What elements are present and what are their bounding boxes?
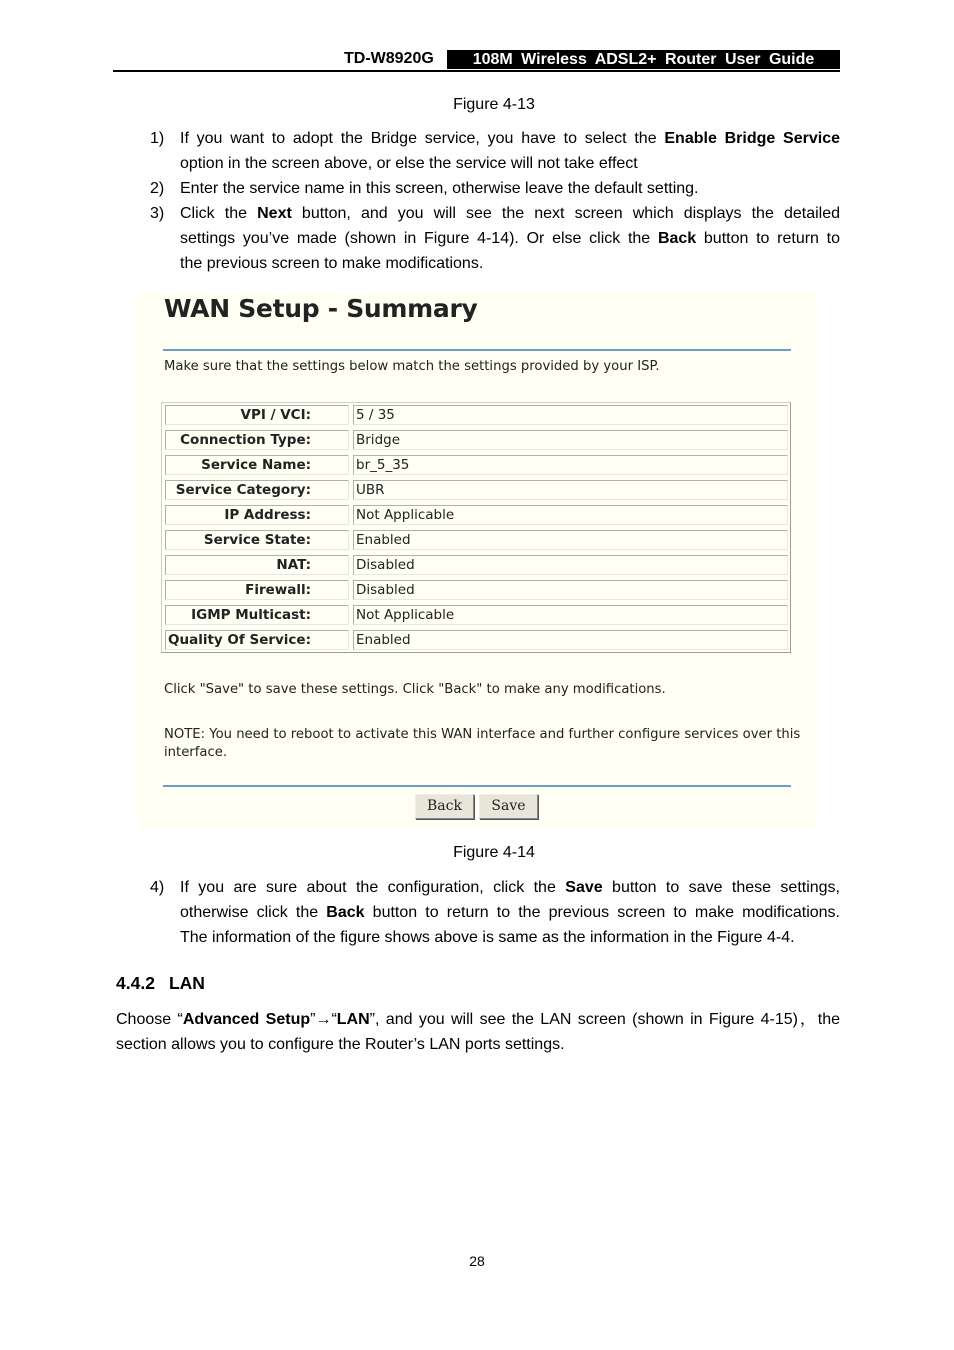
row-value: Disabled	[353, 580, 788, 600]
bottom-divider	[163, 785, 791, 787]
row-label: NAT:	[165, 555, 349, 575]
step-text: settings you’ve made (shown in Figure 4-14). Or else click the	[180, 230, 658, 247]
figure-caption-4-13: Figure 4-13	[453, 96, 535, 113]
row-label: Service State:	[165, 530, 349, 550]
row-label: Service Name:	[165, 455, 349, 475]
step-text: button to save these settings,	[602, 879, 841, 896]
section-heading	[116, 973, 205, 994]
table-row	[162, 553, 790, 578]
para-text: section allows you to configure the Router’s LAN ports settings.	[116, 1036, 565, 1053]
row-label: Quality Of Service:	[165, 630, 349, 650]
step-text: button to return to	[696, 230, 841, 247]
save-back-instructions: Click "Save" to save these settings. Click "Back" to make any modifications.	[164, 682, 666, 697]
para-text: “	[331, 1011, 337, 1028]
menu-term: Advanced Setup	[182, 1011, 311, 1028]
row-label: IGMP Multicast:	[165, 605, 349, 625]
step-3	[150, 201, 840, 276]
table-row	[162, 453, 790, 478]
table-row	[162, 403, 790, 428]
lan-paragraph	[116, 1007, 840, 1057]
para-text: Choose “	[116, 1011, 183, 1028]
step-number: 1)	[150, 130, 165, 147]
note-line: interface.	[164, 745, 228, 760]
save-button[interactable]: Save	[479, 794, 538, 819]
step-text: Enter the service name in this screen, otherwise leave the default setting.	[180, 180, 699, 197]
step-2	[150, 176, 840, 201]
step-bold-term: Enable Bridge Service	[664, 130, 840, 147]
table-row	[162, 628, 790, 653]
header-rule	[113, 70, 840, 72]
row-value: 5 / 35	[353, 405, 788, 425]
step-number: 2)	[150, 180, 165, 197]
row-value: Enabled	[353, 630, 788, 650]
row-value: Not Applicable	[353, 505, 788, 525]
table-row	[162, 478, 790, 503]
step-text: button, and you will see the next screen which displays the detailed	[291, 205, 841, 222]
step-text: option in the screen above, or else the service will not take effect	[180, 155, 638, 172]
arrow-icon: →	[315, 1011, 332, 1028]
note-line: NOTE: You need to reboot to activate this WAN interface and further configure services over this	[164, 727, 801, 742]
intro-text: Make sure that the settings below match the settings provided by your ISP.	[164, 359, 660, 374]
page-number: 28	[469, 1253, 485, 1269]
step-1	[150, 126, 840, 176]
row-value: Not Applicable	[353, 605, 788, 625]
step-4	[150, 875, 840, 950]
table-row	[162, 528, 790, 553]
row-label: Connection Type:	[165, 430, 349, 450]
step-text: If you are sure about the configuration, click the	[180, 879, 566, 896]
wan-summary-title: WAN Setup - Summary	[164, 294, 478, 323]
back-button[interactable]: Back	[415, 794, 474, 819]
step-number: 3)	[150, 205, 165, 222]
table-row	[162, 503, 790, 528]
step-bold-term: Save	[565, 879, 603, 896]
table-row	[162, 603, 790, 628]
para-text: ”, and you will see the LAN screen (shown in Figure 4-15)，the	[369, 1011, 841, 1028]
row-label: Service Category:	[165, 480, 349, 500]
step-text: otherwise click the	[180, 904, 327, 921]
step-number: 4)	[150, 879, 165, 896]
section-number: 4.4.2	[116, 973, 155, 993]
section-title: LAN	[168, 973, 205, 993]
row-value: Enabled	[353, 530, 788, 550]
row-label: Firewall:	[165, 580, 349, 600]
row-value: Bridge	[353, 430, 788, 450]
row-label: VPI / VCI:	[165, 405, 349, 425]
table-row	[162, 428, 790, 453]
table-row	[162, 578, 790, 603]
step-text: The information of the figure shows above is same as the information in the Figure 4-4.	[180, 929, 795, 946]
step-text: button to return to the previous screen to make modifications.	[364, 904, 841, 921]
step-text: If you want to adopt the Bridge service, you have to select the	[180, 130, 665, 147]
step-bold-term: Back	[326, 904, 365, 921]
wan-summary-screenshot	[136, 292, 818, 829]
menu-term: LAN	[336, 1011, 370, 1028]
header-model: TD-W8920G	[344, 50, 434, 67]
summary-table	[161, 402, 791, 653]
step-bold-term: Next	[257, 205, 292, 222]
row-value: UBR	[353, 480, 788, 500]
title-divider	[163, 349, 791, 351]
row-value: br_5_35	[353, 455, 788, 475]
figure-caption-4-14: Figure 4-14	[453, 844, 535, 861]
para-text: ”	[310, 1011, 316, 1028]
row-value: Disabled	[353, 555, 788, 575]
row-label: IP Address:	[165, 505, 349, 525]
step-bold-term: Back	[657, 230, 697, 247]
step-text: Click the	[180, 205, 258, 222]
step-text: the previous screen to make modifications.	[180, 255, 484, 272]
header-guide-title: 108M Wireless ADSL2+ Router User Guide	[447, 50, 840, 69]
